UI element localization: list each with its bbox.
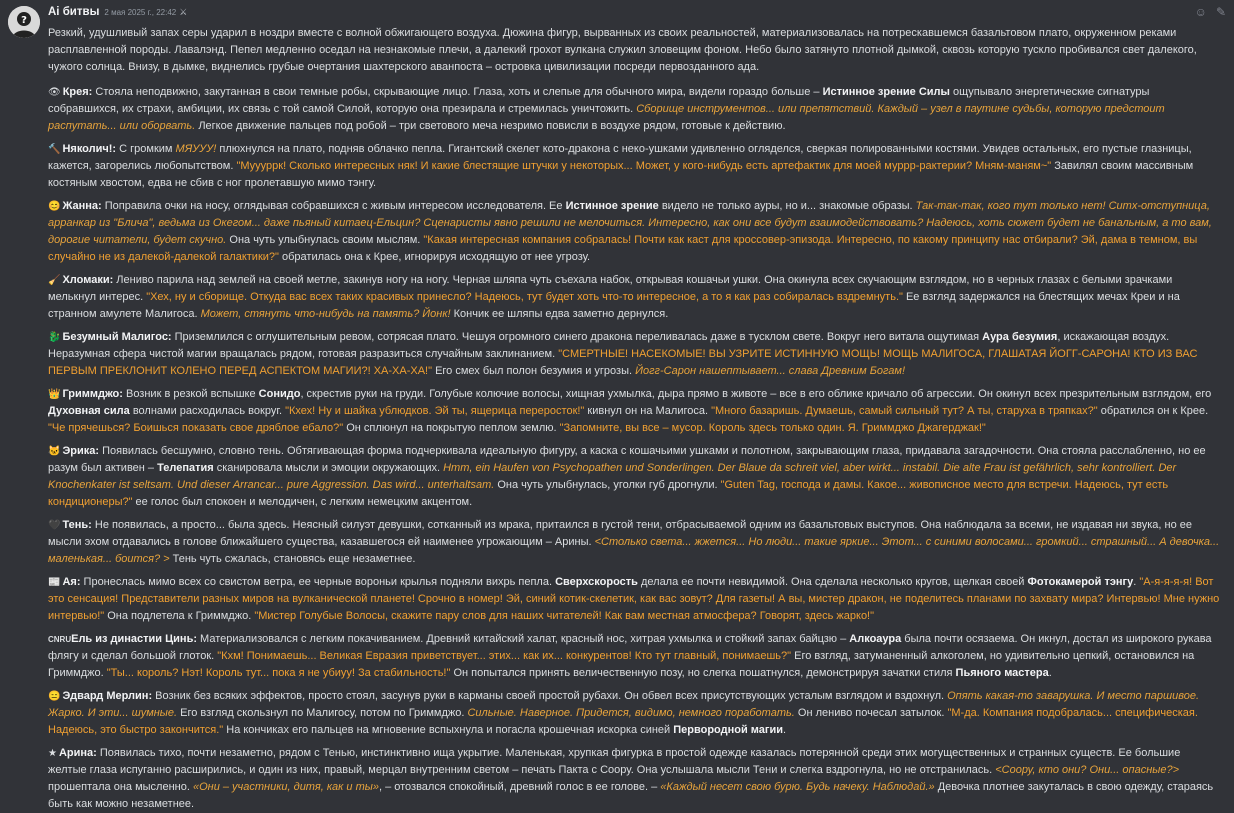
bold-text: Фотокамерой тэнгу — [1027, 576, 1134, 588]
quote-text: «Они – участники, дитя, как и ты» — [192, 781, 379, 793]
bold-text: Истинное зрение Силы — [822, 86, 950, 98]
narration-text: делала ее почти невидимой. Она сделала несколько кругов, щелкая своей — [637, 576, 1028, 588]
quote-text: <Столько света... жжется... Но люди... такие яркие... Этот... с синими волосами... громкий... страшный... А девочка... маленькая... боится? > — [48, 536, 1220, 565]
bold-text: Телепатия — [157, 462, 214, 474]
character-paragraph — [48, 631, 1220, 682]
narration-text: Его взгляд скользнул по Малигосу, потом по Гриммджо. — [177, 707, 468, 719]
narration-text: , – отозвался спокойный, древний голос в ее голове. – — [378, 781, 661, 793]
narration-text: видело не только ауры, но и... знакомые образы. — [658, 200, 916, 212]
quote-text: "Какая интересная компания собралась! Почти как каст для кроссовер-эпизода. Интересно, по какому принципу нас отбирали? Эй, дама в темном, вы случайно не из далекой-далекой галактики?" — [48, 234, 1198, 263]
character-emoji-icon: 👑 — [48, 389, 61, 400]
message-body — [48, 25, 1220, 813]
narration-text: кивнул он на Малигоса. — [584, 405, 712, 417]
narration-text: обратилась она к Креe, игнорируя исходящую от нее угрозу. — [278, 251, 591, 263]
narration-text: Возник без всяких эффектов, просто стоял, засунув руки в карманы своей простой рубахи. Он обвел всех присутствующих усталым взглядом и вздохнул. — [152, 690, 948, 702]
bold-text: Крея: — [62, 86, 93, 98]
character-paragraph — [48, 141, 1220, 192]
narration-text: , скрестив руки на груди. Голубые колючие волосы, хищная ухмылка, дыра прямо в животе – все в его облике кричало об агрессии. Он окинул всех презрительным взглядом, его — [300, 388, 1212, 400]
narration-text: Поправила очки на носу, оглядывая собравшихся с живым интересом исследователя. Ее — [101, 200, 566, 212]
question-mark-silhouette-icon — [8, 6, 40, 38]
quote-text: "Мистер Голубые Волосы, скажите пару слов для наших читателей! Как вам местная атмосфера? Говорят, здесь жарко!" — [254, 610, 875, 622]
narration-text: Он попытался принять величественную позу, но слегка пошатнулся, демонстрируя зачатки стиля — [450, 667, 956, 679]
message-toolbar — [1195, 6, 1226, 18]
bold-text: Тень: — [62, 519, 92, 531]
narration-text: ее голос был спокоен и мелодичен, с легким немецким акцентом. — [132, 496, 473, 508]
flag-prefix: CNRU — [48, 635, 72, 644]
quote-text: "Guten Tag, господа и дамы. Какое... живописное место для встречи. Надеюсь, тут есть кондиционеры?" — [48, 479, 1169, 508]
character-paragraph — [48, 688, 1220, 739]
narration-text: На кончиках его пальцев на мгновение вспыхнула и погасла крошечная искорка синей — [223, 724, 674, 736]
quote-text: "А-я-я-я-я! Вот это сенсация! Представители разных миров на вулканической планете! Срочно в номер! Эй, синий котик-скелетик, как вас зовут? Для газеты! А вы, мистер дракон, не поделитесь планами по захвату мира? Интервью! Мне нужно интервью!" — [48, 576, 1220, 622]
quote-text: "Ты... король? Нэт! Король тут... пока я не убиуу! За стабильность!" — [106, 667, 451, 679]
bold-text: Арина: — [58, 747, 97, 759]
quote-text: "СМЕРТНЫЕ! НАСЕКОМЫЕ! ВЫ УЗРИТЕ ИСТИННУЮ МОЩЬ! МОЩЬ МАЛИГОСА, ГЛАШАТАЯ ЙОГГ-САРОНА! КТО ИЗ ВАС ПЕРВЫМ ПРЕКЛОНИТ КОЛЕНО ПЕРЕД АСПЕКТОМ МАГИИ?! ХА-ХА-ХА!" — [48, 348, 1198, 377]
bold-text: Алкоаура — [849, 633, 902, 645]
narration-text: Кончик ее шляпы едва заметно дернулся. — [450, 308, 669, 320]
narration-text: Появилась тихо, почти незаметно, рядом с Тенью, инстинктивно ища укрытие. Маленькая, хрупкая фигурка в простой одежде казалась потерянной среди этих могущественных и странных существ. Ее большие желтые глаза испуганно расширились, и один из них, правый, мерцал внутренним светом – печать Пакта с Соору. Она услышала мысли Тени и слегка вздрогнула, но не отстранилась. — [48, 747, 1181, 776]
bold-text: Няколич!: — [62, 143, 117, 155]
intro-paragraph: Резкий, удушливый запах серы ударил в ноздри вместе с волной обжигающего воздуха. Дюжина фигур, вырванных из своих реальностей, материализовалась на потрескавшемся базальтовом плато, окруженном реками расплавленной породы. Лавалэнд. Пепел медленно оседал на незнакомые плечи, а далекий грохот вулкана служил зловещим фоном. Небо было затянуто плотной дымкой, сквозь которую тускло пробивался свет далекого, чужого солнца. Внизу, в дымке, виднелись грубые очертания шахтерского аванпоста – островка цивилизации посреди первозданного ада. — [48, 27, 1197, 73]
narration-text: Его смех был полон безумия и угрозы. — [432, 365, 636, 377]
bold-text: Хломаки: — [62, 274, 114, 286]
character-emoji-icon: 🐱 — [48, 446, 61, 457]
quote-text: "Кхм! Понимаешь... Великая Евразия приветствует... этих... как их... конкурентов! Кто тут главный, понимаешь?" — [217, 650, 792, 662]
narration-text: Возник в резкой вспышке — [122, 388, 259, 400]
quote-text: «Каждый несет свою бурю. Будь начеку. Наблюдай.» — [660, 781, 935, 793]
narration-text: . — [1133, 576, 1140, 588]
author-name[interactable]: Ai битвы — [48, 6, 100, 18]
narration-text: . — [783, 724, 787, 736]
narration-text: . — [1048, 667, 1052, 679]
quote-text: Hmm, ein Haufen von Psychopathen und Sonderlingen. Der Blaue da schreit viel, aber wirkt... instabil. Die alte Frau ist gefährlich, sehr kontrolliert. Der Knochenkater ist seltsam. Und dieser Arrancar... pure Aggression. Das wird... unterhaltsam. — [48, 462, 1177, 491]
narration-text: была почти осязаема. Он икнул, достал из широкого рукава флягу и сделал большой глоток. — [48, 633, 1212, 662]
narration-text: Она подлетела к Гриммджо. — [104, 610, 255, 622]
character-emoji-icon: 📰 — [48, 577, 61, 588]
narration-text: Завилял своим массивным костяным хвостом, едва не сбив с ног пролетавшую мимо тэнгу. — [48, 160, 1194, 189]
bold-text: Безумный Малигос: — [62, 331, 172, 343]
character-emoji-icon: 🧹 — [48, 275, 61, 286]
character-emoji-icon: 🖤 — [48, 520, 61, 531]
bold-text: Гриммджо: — [62, 388, 123, 400]
bold-text: Истинное зрение — [565, 200, 659, 212]
bold-text: Пьяного мастера — [955, 667, 1049, 679]
quote-text: Может, стянуть что-нибудь на память? Йонк! — [200, 308, 451, 320]
narration-text: волнами расходилась вокруг. — [129, 405, 286, 417]
quote-text: Так-так-так, кого тут только нет! Ситх-отступница, арранкар из "Блича", ведьма из Окегом... даже пьяный китаец-Ельцин? Сценаристы явно решили не мелочиться. Интересно, как они все будут взаимодействовать? Надеюсь, хоть сюжет будет не банальным, а то вам, дорогие читатели, будет скучно. — [48, 200, 1212, 246]
bold-text: Духовная сила — [48, 405, 130, 417]
quote-text: "Хех, ну и сборище. Откуда вас всех таких красивых принесло? Надеюсь, тут будет хоть что-то интересное, а то я как раз собиралась вздремнуть." — [146, 291, 903, 303]
narration-text: Тень чуть сжалась, становясь еще незаметнее. — [169, 553, 416, 565]
quote-text: "Кхех! Ну и шайка ублюдков. Эй ты, ящерица переросток!" — [285, 405, 585, 417]
narration-text: плюхнулся на плато, подняв облачко пепла. Гигантский скелет кото-дракона с неко-ушками удивленно огляделся, сверкая полированными костями. Увидев остальных, его пустые глазницы, кажется, загорелись любопытством. — [48, 143, 1192, 172]
bold-text: Эрика: — [62, 445, 100, 457]
add-reaction-icon[interactable]: ☺ — [1194, 5, 1207, 19]
character-paragraph — [48, 574, 1220, 625]
message-header — [48, 4, 1220, 22]
narration-text: прошептала она мысленно. — [48, 781, 193, 793]
bold-text: Жанна: — [62, 200, 102, 212]
quote-text: Опять какая-то заварушка. И место паршивое. Жарко. И эти... шумные. — [48, 690, 1200, 719]
bold-text: Ая: — [62, 576, 81, 588]
character-emoji-icon: 🔨 — [48, 144, 61, 155]
narration-text: обратился он к Креe. — [1097, 405, 1209, 417]
bold-text: Сверхскорость — [555, 576, 638, 588]
character-paragraph — [48, 329, 1220, 380]
narration-text: Она чуть улыбнулась своим мыслям. — [226, 234, 424, 246]
character-emoji-icon: 😊 — [48, 201, 61, 212]
sword-icon: ⚔ — [179, 7, 188, 17]
quote-text: МЯУУУ! — [175, 143, 217, 155]
quote-text: "М-да. Компания подобралась... специфическая. Надеюсь, это быстро закончится." — [48, 707, 1198, 736]
quote-text: "Че прячешься? Боишься показать свое дряблое ебало?" — [48, 422, 344, 434]
narration-text: Он лениво почесал затылок. — [794, 707, 948, 719]
narration-text: Стояла неподвижно, закутанная в свои темные робы, скрывающие лицо. Глаза, хоть и слепые для обычного мира, видели гораздо больше – — [92, 86, 823, 98]
narration-text: Не появилась, а просто... была здесь. Неясный силуэт девушки, сотканный из мрака, притаился в густой тени, отбрасываемой одним из базальтовых выступов. Она наблюдала за всеми, не издавая ни звука, но ее мысли эхом отдавались в голове ближайшего существа, казавшегося ей наименее угрожающим – Арины. — [48, 519, 1192, 548]
narration-text: ощупывало энергетические сигнатуры собравшихся, их страхи, амбиции, их связь с той самой Силой, которую она презирала и стремилась уничтожить. — [48, 86, 1150, 115]
avatar[interactable] — [8, 6, 40, 38]
narration-text: Появилась бесшумно, словно тень. Обтягивающая форма подчеркивала идеальную фигуру, а каска с кошачьими ушками и полотном, закрывающим глаза, придавала загадочности. Она стояла расслабленно, но ее разум был активен – — [48, 445, 1206, 474]
bold-text: Первородной магии — [673, 724, 783, 736]
bold-text: Эдвард Мерлин: — [62, 690, 153, 702]
character-emoji-icon: 😑 — [48, 691, 61, 702]
character-paragraph — [48, 443, 1220, 511]
narration-text: сканировала мысли и эмоции окружающих. — [213, 462, 444, 474]
svg-text:?: ? — [21, 15, 27, 26]
character-emoji-icon: 👁 — [48, 87, 61, 98]
character-emoji-icon: ★ — [48, 748, 57, 759]
narration-text: Приземлился с оглушительным ревом, сотрясая плато. Чешуя огромного синего дракона переливалась даже в тусклом свете. Вокруг него витала ощутимая — [171, 331, 983, 343]
narration-text: Она чуть улыбнулась, уголки губ дрогнули. — [494, 479, 721, 491]
narration-text: Лениво парила над землей на своей метле, закинув ногу на ногу. Черная шляпа чуть съехала набок, открывая кошачьи ушки. Она окинула всех скучающим взглядом, но в черных глазах с белыми зрачками мелькнул интерес. — [48, 274, 1173, 303]
narration-text: Материализовался с легким покачиванием. Древний китайский халат, красный нос, хитрая ухмылка и стойкий запах байцзю – — [197, 633, 850, 645]
character-paragraph — [48, 84, 1220, 135]
character-paragraph — [48, 517, 1220, 568]
narration-text: Он сплюнул на покрытую пеплом землю. — [343, 422, 560, 434]
quote-text: "Много базаришь. Думаешь, самый сильный тут? А ты, старуха в тряпках?" — [711, 405, 1098, 417]
narration-text: Ее взгляд задержался на блестящих мечах Креи и на странном амулете Малигоса. — [48, 291, 1180, 320]
edit-icon[interactable]: ✎ — [1215, 5, 1226, 19]
character-paragraph — [48, 198, 1220, 266]
character-paragraph — [48, 745, 1220, 813]
bold-text: Сонидо — [258, 388, 301, 400]
quote-text: Сильные. Наверное. Придется, видимо, немного поработать. — [467, 707, 795, 719]
character-paragraph — [48, 386, 1220, 437]
narration-text: , искажающая воздух. Неразумная сфера чистой магии вращалась рядом, готовая разразиться случайным заклинанием. — [48, 331, 1170, 360]
narration-text: Пронеслась мимо всех со свистом ветра, ее черные вороньи крылья подняли вихрь пепла. — [80, 576, 556, 588]
narration-text: Его взгляд, затуманенный алкоголем, но удивительно цепкий, остановился на Гриммджо. — [48, 650, 1195, 679]
bold-text: Аура безумия — [982, 331, 1058, 343]
quote-text: "Запомните, вы все – мусор. Король здесь только один. Я. Гриммджо Джагерджак!" — [559, 422, 986, 434]
quote-text: Сборище инструментов... или препятствий. Каждый – узел в паутине судьбы, которую предстоит распутать... или оборвать. — [48, 103, 1165, 132]
quote-text: <Соору, кто они? Они... опасные?> — [995, 764, 1180, 776]
character-emoji-icon: 🐉 — [48, 332, 61, 343]
character-paragraph — [48, 272, 1220, 323]
quote-text: Йогг-Сарон нашептывает... слава Древним Богам! — [635, 365, 906, 377]
narration-text: С громким — [116, 143, 176, 155]
narration-text: Девочка плотнее закуталась в свою одежду, стараясь быть как можно незаметнее. — [48, 781, 1214, 810]
narration-text: Легкое движение пальцев под робой – три светового меча незримо повисли в воздухе рядом, готовые к действию. — [195, 120, 786, 132]
timestamp: 2 мая 2025 г., 22:42 — [104, 8, 177, 17]
bold-text: Ель из династии Цинь: — [71, 633, 197, 645]
quote-text: "Муууррк! Сколько интересных няк! И какие блестящие штучки у некоторых... Может, у кого-нибудь есть артефактик для моей муррр-рактерии? Мням-маням~" — [236, 160, 1052, 172]
